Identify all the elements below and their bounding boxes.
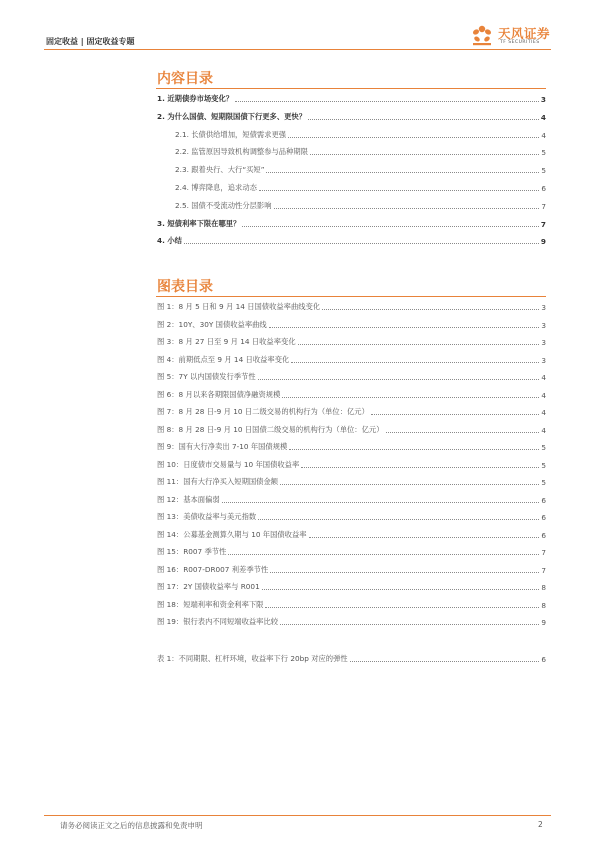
figure-entry-text: 图 13：美债收益率与美元指数 xyxy=(157,512,257,521)
page-number: 2 xyxy=(538,820,543,829)
figure-entry[interactable] xyxy=(157,318,546,330)
figure-entry-page: 4 xyxy=(541,425,546,435)
toc-entry[interactable] xyxy=(157,234,546,246)
toc-title: 内容目录 xyxy=(157,71,213,87)
toc-entry-page: 7 xyxy=(540,220,546,229)
figure-entry[interactable] xyxy=(157,335,546,347)
toc-entry[interactable] xyxy=(175,163,546,175)
footer-divider xyxy=(44,815,551,816)
figure-entry[interactable] xyxy=(157,440,546,452)
toc-entry-text: 2.1. 长债供给增加，短债需求更强 xyxy=(175,130,287,139)
figure-entry-text: 图 12：基本面偏弱 xyxy=(157,494,220,504)
dot-leader xyxy=(274,208,540,209)
toc-entry[interactable] xyxy=(175,199,546,211)
toc-entry-text: 2.4. 博弈降息，追求动态 xyxy=(175,183,257,192)
figure-entry-page: 3 xyxy=(541,338,546,347)
figure-entry-text: 图 14：公募基金测算久期与 10 年国债收益率 xyxy=(157,529,307,539)
figure-entry-text: 图 2：10Y、30Y 国债收益率曲线 xyxy=(157,319,267,329)
figure-entry-page: 7 xyxy=(541,548,546,557)
figure-entry[interactable] xyxy=(157,370,546,382)
figure-entry-text: 图 19：银行表内不同短端收益率比较 xyxy=(157,617,279,626)
toc-entry-page: 5 xyxy=(541,166,546,175)
figure-entry-page: 7 xyxy=(541,565,546,575)
toc-entry-text: 2. 为什么国债、短期限国债下行更多、更快？ xyxy=(157,112,307,121)
figure-entry[interactable] xyxy=(157,423,546,435)
dot-leader xyxy=(259,190,539,191)
footer-disclaimer: 请务必阅读正文之后的信息披露和免责申明 xyxy=(60,821,203,830)
figure-entry[interactable] xyxy=(157,475,546,487)
logo-chinese-name: 天风证券 xyxy=(498,26,551,41)
dot-leader xyxy=(258,519,539,520)
figure-entry-page: 6 xyxy=(541,495,546,505)
figure-entry-text: 图 18：短端利率和资金利率下限 xyxy=(157,599,264,609)
figure-entry-page: 6 xyxy=(541,530,546,540)
figure-entry[interactable] xyxy=(157,353,546,365)
toc-entry-page: 4 xyxy=(541,131,546,140)
dot-leader xyxy=(280,484,539,485)
figure-entry-text: 图 8：8 月 28 日-9 月 10 日国债二级交易的机构行为（单位：亿元） xyxy=(157,424,384,434)
figure-entry-text: 图 10：日度债市交易量与 10 年国债收益率 xyxy=(157,459,300,469)
toc-entry[interactable] xyxy=(157,92,546,104)
dot-leader xyxy=(289,449,539,450)
figure-entry[interactable] xyxy=(157,300,546,312)
figure-entry-page: 4 xyxy=(541,408,546,417)
figure-entry-page: 3 xyxy=(541,320,546,330)
figure-entry-text: 图 11：国有大行净买入短期国债金额 xyxy=(157,477,279,486)
dot-leader xyxy=(266,172,539,173)
figure-entry[interactable] xyxy=(157,563,546,575)
table-entry-text: 表 1：不同期限、杠杆环境，收益率下行 20bp 对应的弹性 xyxy=(157,654,348,663)
figure-entry[interactable] xyxy=(157,528,546,540)
figure-entry-text: 图 15：R007 季节性 xyxy=(157,547,227,556)
toc-entry[interactable] xyxy=(157,217,546,229)
brand-logo xyxy=(467,20,557,52)
dot-leader xyxy=(265,607,539,608)
figure-entry-page: 5 xyxy=(541,460,546,470)
figure-entry-page: 3 xyxy=(541,303,546,312)
toc-entry[interactable] xyxy=(175,181,546,193)
figure-entry-page: 5 xyxy=(541,443,546,452)
dot-leader xyxy=(242,226,539,227)
dot-leader xyxy=(269,327,540,328)
dot-leader xyxy=(228,554,539,555)
dot-leader xyxy=(386,432,540,433)
toc-entry-text: 1. 近期债券市场变化？ xyxy=(157,94,234,103)
dot-leader xyxy=(282,397,539,398)
toc-entry-page: 5 xyxy=(541,148,546,157)
figures-title-rule xyxy=(156,296,546,297)
dot-leader xyxy=(322,309,539,310)
dot-leader xyxy=(288,137,539,138)
toc-entry-page: 6 xyxy=(541,184,546,193)
figure-entry-text: 图 17：2Y 国债收益率与 R001 xyxy=(157,582,260,591)
figure-entry-text: 图 3：8 月 27 日至 9 月 14 日收益率变化 xyxy=(157,337,296,346)
figure-entry-page: 9 xyxy=(541,618,546,627)
dot-leader xyxy=(184,243,539,244)
figure-entry[interactable] xyxy=(157,405,546,417)
dot-leader xyxy=(371,414,539,415)
dot-leader xyxy=(308,119,539,120)
toc-entry[interactable] xyxy=(175,128,546,140)
dot-leader xyxy=(258,379,540,380)
logo-english-name: TF SECURITIES xyxy=(500,40,540,45)
figure-entry-text: 图 5：7Y 以内国债发行季节性 xyxy=(157,372,256,381)
table-entry-page: 6 xyxy=(541,655,546,664)
toc-entry[interactable] xyxy=(157,110,546,122)
figure-entry-text: 图 6：8 月以来各期限国债净融资规模 xyxy=(157,389,281,399)
dot-leader xyxy=(235,101,539,102)
figure-entry[interactable] xyxy=(157,388,546,400)
figure-entry-text: 图 9：国有大行净卖出 7-10 年国债规模 xyxy=(157,442,288,451)
dot-leader xyxy=(309,537,540,538)
dot-leader xyxy=(222,502,540,503)
toc-entry-text: 4. 小结 xyxy=(157,236,182,245)
dot-leader xyxy=(291,362,539,363)
figure-entry-page: 4 xyxy=(541,390,546,400)
dot-leader xyxy=(270,572,539,573)
toc-entry-text: 2.3. 跟着央行、大行“买短” xyxy=(175,165,265,174)
toc-title-rule xyxy=(156,88,546,89)
figure-entry-text: 图 1：8 月 5 日和 9 月 14 日国债收益率曲线变化 xyxy=(157,302,321,311)
figure-entry[interactable] xyxy=(157,615,546,627)
figure-entry-page: 4 xyxy=(541,373,546,382)
toc-entry-text: 3. 短债利率下限在哪里？ xyxy=(157,219,241,228)
dot-leader xyxy=(301,467,539,468)
toc-entry-text: 2.5. 国债不受流动性分层影响 xyxy=(175,201,272,210)
figure-entry-text: 图 7：8 月 28 日-9 月 10 日二级交易的机构行为（单位：亿元） xyxy=(157,407,369,416)
figure-entry-page: 6 xyxy=(541,513,546,522)
figures-title: 图表目录 xyxy=(157,279,213,295)
toc-entry-page: 9 xyxy=(540,237,546,246)
toc-entry-page: 7 xyxy=(541,202,546,211)
figure-entry[interactable] xyxy=(157,493,546,505)
figure-entry[interactable] xyxy=(157,598,546,610)
dot-leader xyxy=(280,624,539,625)
figure-entry[interactable] xyxy=(157,510,546,522)
toc-entry[interactable] xyxy=(175,145,546,157)
logo-flower-icon xyxy=(467,20,497,50)
toc-entry-page: 3 xyxy=(540,95,546,104)
dot-leader xyxy=(350,661,540,662)
figure-entry-page: 3 xyxy=(541,355,546,365)
figure-entry-text: 图 4：前期低点至 9 月 14 日收益率变化 xyxy=(157,354,290,364)
figure-entry-page: 8 xyxy=(541,583,546,592)
figure-entry[interactable] xyxy=(157,545,546,557)
dot-leader xyxy=(298,344,540,345)
header-breadcrumb: 固定收益 | 固定收益专题 xyxy=(46,37,135,46)
figure-entry[interactable] xyxy=(157,580,546,592)
figure-entry-text: 图 16：R007-DR007 利差季节性 xyxy=(157,564,269,574)
toc-entry-text: 2.2. 监管原因导致机构调整参与品种期限 xyxy=(175,147,308,156)
figure-entry[interactable] xyxy=(157,458,546,470)
dot-leader xyxy=(310,154,539,155)
figure-entry-page: 5 xyxy=(541,478,546,487)
figure-entry-page: 8 xyxy=(541,600,546,610)
table-entry[interactable] xyxy=(157,652,546,664)
dot-leader xyxy=(262,589,540,590)
toc-entry-page: 4 xyxy=(540,113,546,122)
